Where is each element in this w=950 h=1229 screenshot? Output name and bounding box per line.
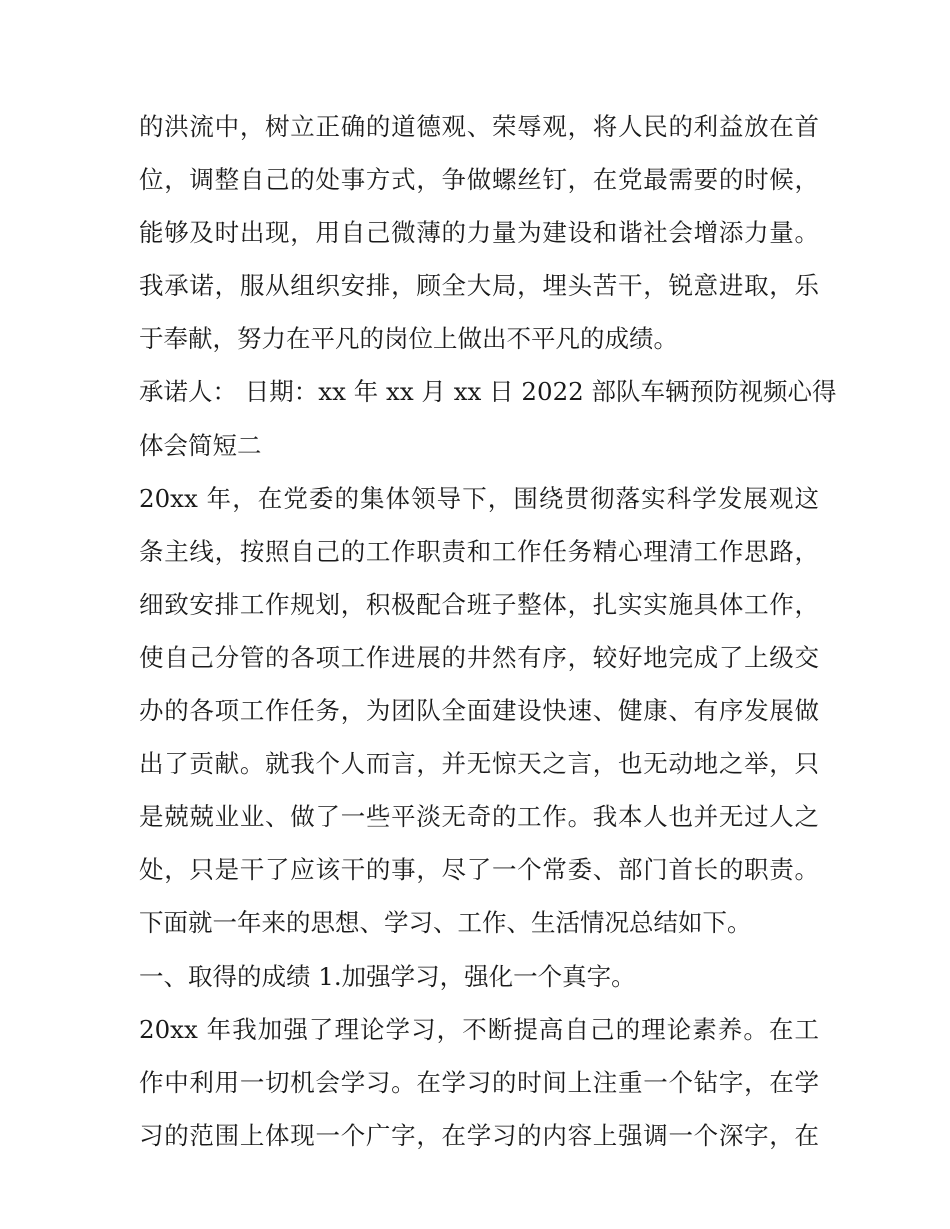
text-line: 办的各项工作任务，为团队全面建设快速、健康、有序发展做	[139, 696, 819, 726]
text-line: 是兢兢业业、做了一些平淡无奇的工作。我本人也并无过人之	[139, 802, 819, 832]
document-body	[139, 100, 837, 1162]
text-line: 条主线，按照自己的工作职责和工作任务精心理清工作思路，	[139, 536, 819, 566]
text-line: 作中利用一切机会学习。在学习的时间上注重一个钻字，在学	[139, 1067, 819, 1097]
section-heading: 体会简短二	[139, 430, 262, 460]
text-line: 20xx 年我加强了理论学习，不断提高自己的理论素养。在工	[139, 1014, 819, 1044]
text-line: 承诺人： 日期：xx 年 xx 月 xx 日 2022 部队车辆预防视频心得	[139, 377, 837, 407]
text-line: 20xx 年，在党委的集体领导下，围绕贯彻落实科学发展观这	[139, 483, 819, 513]
text-line: 出了贡献。就我个人而言，并无惊天之言，也无动地之举，只	[139, 749, 819, 779]
text-line: 能够及时出现，用自己微薄的力量为建设和谐社会增添力量。	[139, 218, 819, 248]
text-line: 使自己分管的各项工作进展的井然有序，较好地完成了上级交	[139, 642, 819, 672]
text-line: 的洪流中，树立正确的道德观、荣辱观，将人民的利益放在首	[139, 112, 819, 141]
text-line: 习的范围上体现一个广字，在学习的内容上强调一个深字，在	[139, 1120, 819, 1150]
text-line: 细致安排工作规划，积极配合班子整体，扎实实施具体工作，	[139, 589, 819, 619]
text-line: 于奉献，努力在平凡的岗位上做出不平凡的成绩。	[139, 324, 678, 354]
text-line: 处，只是干了应该干的事，尽了一个常委、部门首长的职责。	[139, 855, 819, 885]
text-line: 下面就一年来的思想、学习、工作、生活情况总结如下。	[139, 908, 752, 938]
section-heading: 一、取得的成绩 1.加强学习，强化一个真字。	[139, 961, 636, 991]
text-line: 我承诺，服从组织安排，顾全大局，埋头苦干，锐意进取，乐	[139, 271, 819, 301]
text-line: 位，调整自己的处事方式，争做螺丝钉，在党最需要的时候，	[139, 165, 819, 195]
